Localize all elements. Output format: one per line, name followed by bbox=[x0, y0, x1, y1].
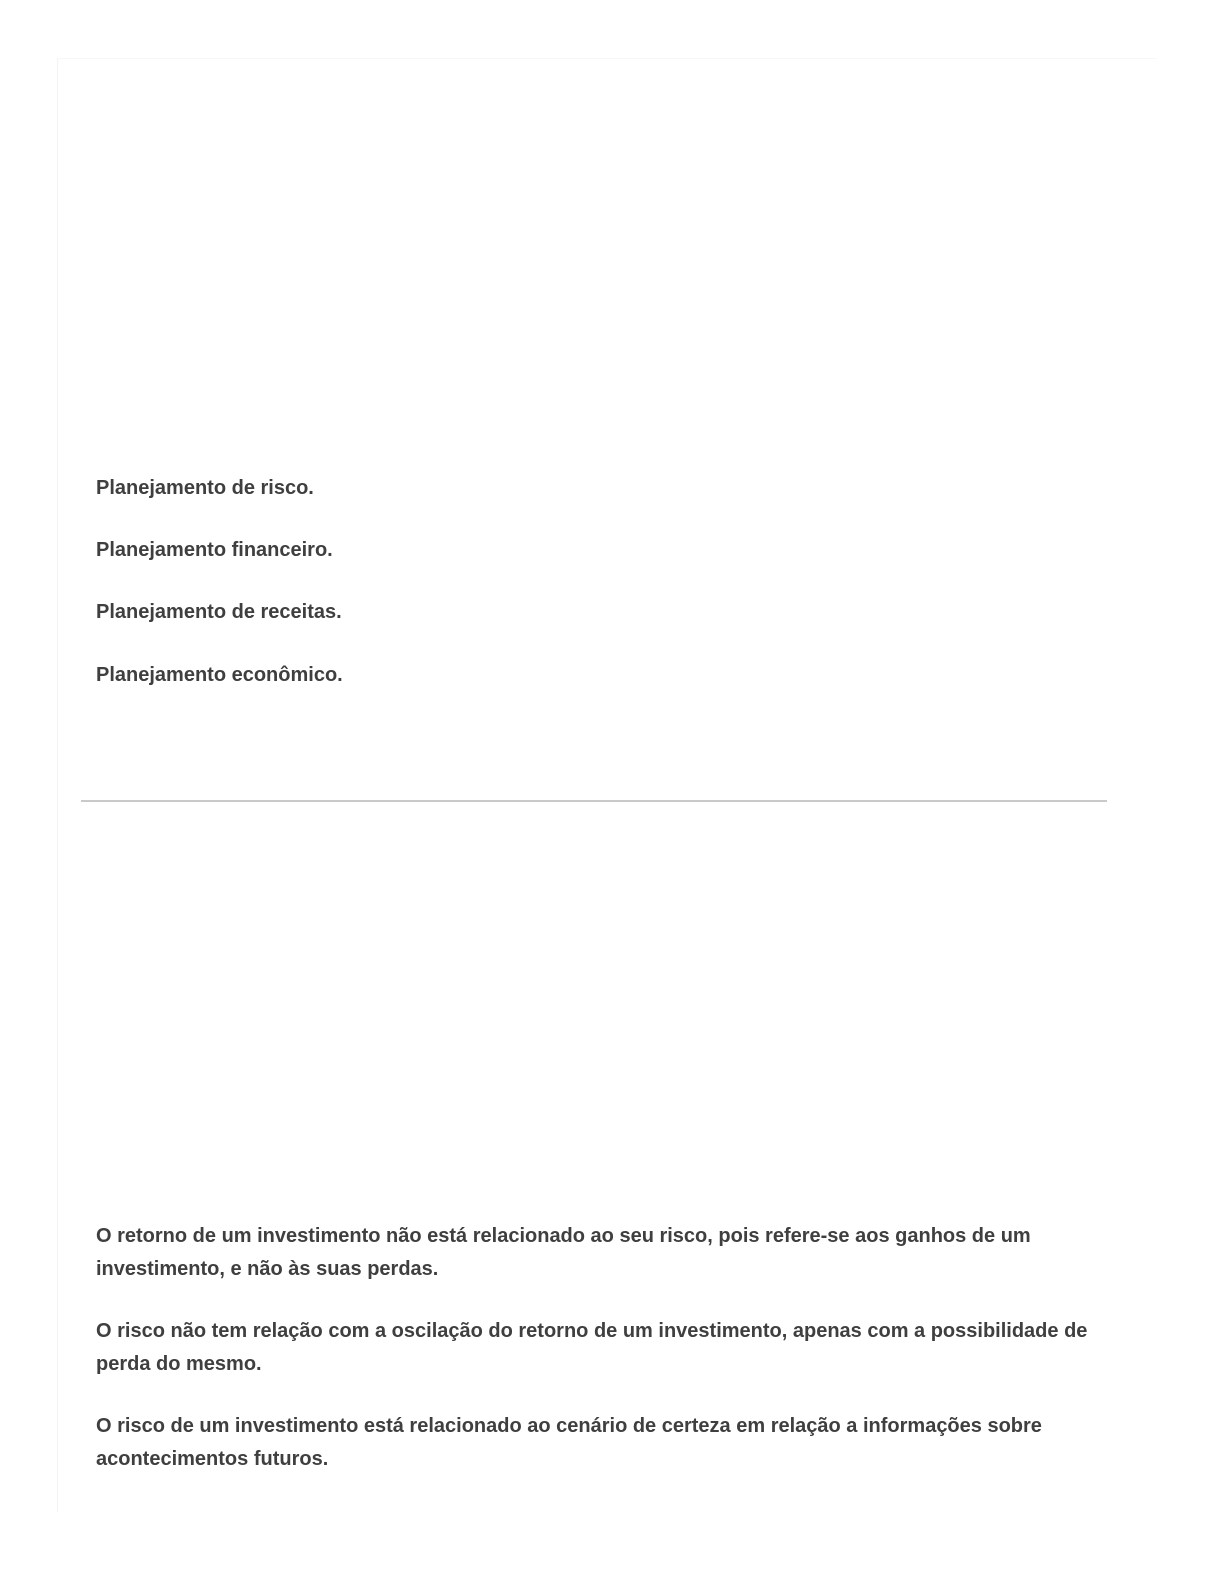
question-divider bbox=[81, 800, 1107, 802]
q1-option-1[interactable]: Planejamento de risco. bbox=[96, 477, 314, 499]
q2-option-1[interactable]: O retorno de um investimento não está relacionado ao seu risco, pois refere-se aos ganhos de um investimento, e não às suas perdas. bbox=[96, 1225, 1031, 1280]
q1-option-2[interactable]: Planejamento financeiro. bbox=[96, 539, 333, 561]
content-panel bbox=[57, 58, 1157, 1512]
q1-option-3[interactable]: Planejamento de receitas. bbox=[96, 601, 342, 623]
q2-option-3[interactable]: O risco de um investimento está relacionado ao cenário de certeza em relação a informações sobre acontecimentos futuros. bbox=[96, 1415, 1042, 1470]
q1-option-4[interactable]: Planejamento econômico. bbox=[96, 664, 343, 686]
q2-option-2[interactable]: O risco não tem relação com a oscilação do retorno de um investimento, apenas com a possibilidade de perda do mesmo. bbox=[96, 1320, 1088, 1375]
